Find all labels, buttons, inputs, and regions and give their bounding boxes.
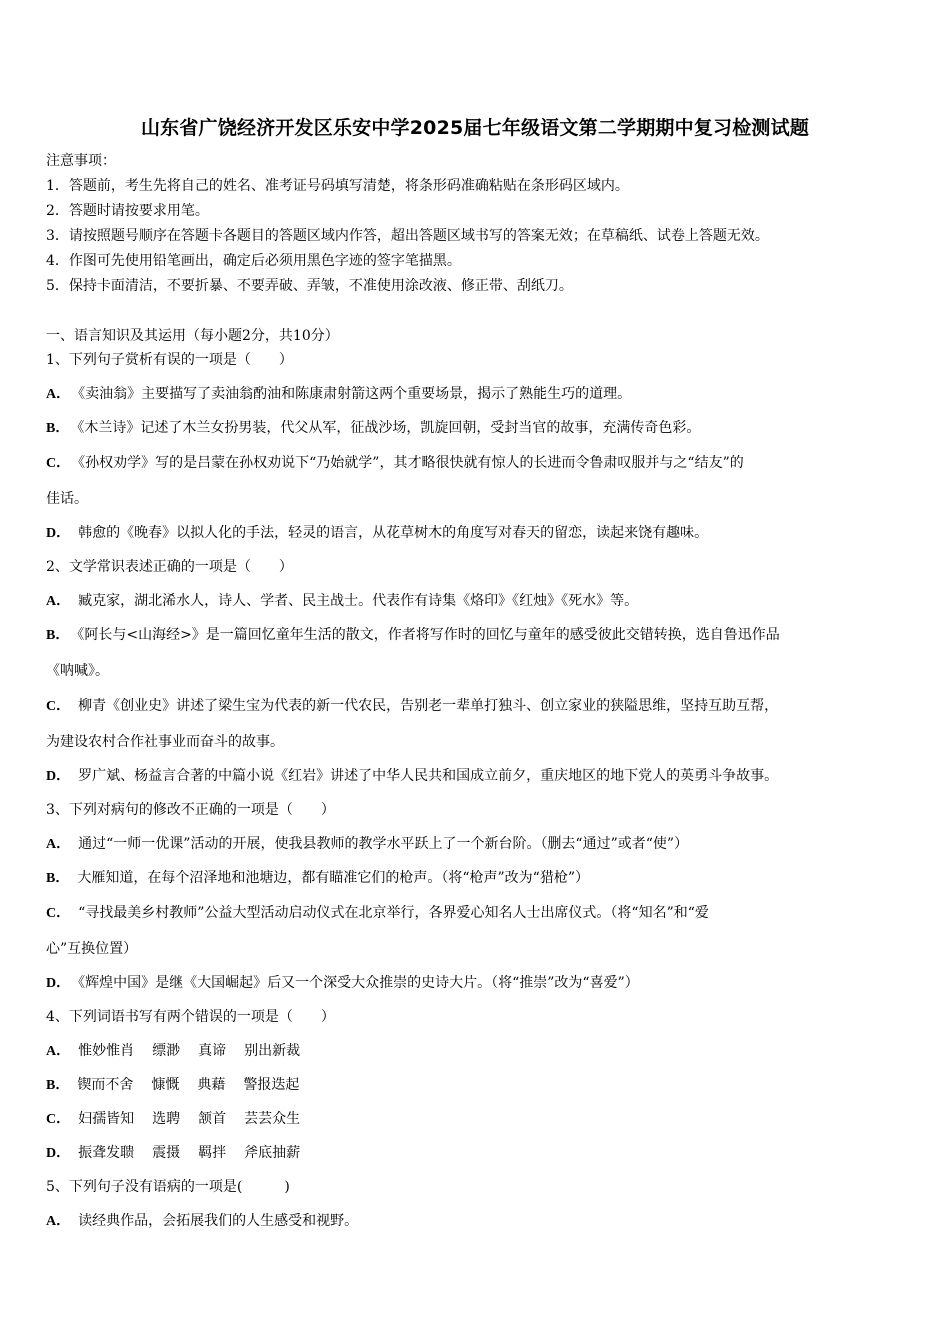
- q2-option-c-cont: 为建设农村合作社事业而奋斗的故事。: [46, 734, 284, 750]
- option-letter: D．: [46, 526, 71, 541]
- q5-option-a: [46, 1212, 358, 1231]
- q3-option-c-cont: 心”互换位置）: [46, 941, 138, 957]
- option-letter: B．: [46, 871, 70, 886]
- notice-item-2: 2．答题时请按要求用笔。: [46, 203, 209, 219]
- q3-option-a-text: 通过“一师一优课”活动的开展，使我县教师的教学水平跃上了一个新台阶。（删去“通过”或者“使”）: [78, 836, 689, 852]
- q1-option-c-cont: 佳话。: [46, 491, 88, 507]
- option-letter: B．: [46, 1078, 70, 1093]
- option-letter: A．: [46, 387, 71, 402]
- q2-option-b-cont: 《呐喊》。: [46, 663, 109, 679]
- q2-option-c-text: 柳青《创业史》讲述了梁生宝为代表的新一代农民，告别老一辈单打独斗、创立家业的狭隘思维，坚持互助互帮，: [78, 698, 779, 714]
- q1-option-d: [46, 524, 708, 543]
- q4-a-word-2: 缥渺: [152, 1043, 181, 1059]
- q4-a-word-3: 真谛: [198, 1043, 227, 1059]
- option-letter: C．: [46, 906, 71, 921]
- q2-option-b-text: 《阿长与<山海经>》是一篇回忆童年生活的散文，作者将写作时的回忆与童年的感受彼此交错转换，选自鲁迅作品: [77, 627, 780, 643]
- q4-stem: 4、下列词语书写有两个错误的一项是（ ）: [46, 1009, 335, 1025]
- q4-c-word-4: 芸芸众生: [244, 1111, 301, 1127]
- notice-item-5: 5．保持卡面清洁，不要折暴、不要弄破、弄皱，不准使用涂改液、修正带、刮纸刀。: [46, 278, 573, 294]
- q4-d-word-3: 羁拌: [198, 1145, 227, 1161]
- q1-option-c-text: 《孙权劝学》写的是吕蒙在孙权劝说下“乃始就学”，其才略很快就有惊人的长进而令鲁肃叹服并与之“结友”的: [78, 455, 744, 471]
- q4-d-word-2: 震摄: [152, 1145, 181, 1161]
- q4-option-d: [46, 1144, 318, 1163]
- notice-item-1: 1．答题前，考生先将自己的姓名、准考证号码填写清楚，将条形码准确粘贴在条形码区域内。: [46, 178, 629, 194]
- q3-option-c: [46, 904, 709, 923]
- q4-d-word-4: 斧底抽薪: [244, 1145, 301, 1161]
- q3-option-c-text: “寻找最美乡村教师”公益大型活动启动仪式在北京举行，各界爱心知名人士出席仪式。（将“知名”和“爱: [78, 905, 709, 921]
- option-letter: B．: [46, 628, 70, 643]
- q3-option-d-text: 《辉煌中国》是继《大国崛起》后又一个深受大众推崇的史诗大片。（将“推崇”改为“喜爱”）: [78, 975, 639, 991]
- q4-d-word-1: 振聋发聩: [78, 1145, 135, 1161]
- q1-option-b: [46, 419, 700, 438]
- q5-stem: 5、下列句子没有语病的一项是( ): [46, 1179, 290, 1195]
- option-letter: C．: [46, 1112, 71, 1127]
- q4-b-word-1: 锲而不舍: [77, 1077, 134, 1093]
- q4-b-word-3: 典藉: [197, 1077, 226, 1093]
- notice-item-3: 3．请按照题号顺序在答题卡各题目的答题区域内作答，超出答题区域书写的答案无效；在草稿纸、试卷上答题无效。: [46, 228, 769, 244]
- q4-c-word-1: 妇孺皆知: [78, 1111, 135, 1127]
- option-letter: D．: [46, 976, 71, 991]
- notice-item-4: 4．作图可先使用铅笔画出，确定后必须用黑色字迹的签字笔描黑。: [46, 253, 461, 269]
- option-letter: A．: [46, 1044, 71, 1059]
- q1-option-c: [46, 454, 744, 473]
- q2-option-a: [46, 592, 638, 611]
- q3-option-a: [46, 835, 688, 854]
- q1-option-d-text: 韩愈的《晚春》以拟人化的手法，轻灵的语言，从花草树木的角度写对春天的留恋，读起来饶有趣味。: [78, 525, 709, 541]
- q4-c-word-2: 选聘: [152, 1111, 181, 1127]
- q4-option-b: [46, 1076, 317, 1095]
- q4-b-word-4: 警报迭起: [243, 1077, 300, 1093]
- option-letter: A．: [46, 837, 71, 852]
- q4-c-word-3: 颔首: [198, 1111, 227, 1127]
- option-letter: D．: [46, 769, 71, 784]
- section-heading: 一、语言知识及其运用（每小题2分，共10分）: [46, 328, 339, 344]
- q3-option-b: [46, 869, 589, 888]
- option-letter: A．: [46, 1214, 71, 1229]
- q1-option-a-text: 《卖油翁》主要描写了卖油翁酌油和陈康肃射箭这两个重要场景，揭示了熟能生巧的道理。: [78, 386, 632, 402]
- q1-stem: 1、下列句子赏析有误的一项是（ ）: [46, 352, 293, 368]
- q5-option-a-text: 读经典作品，会拓展我们的人生感受和视野。: [78, 1213, 359, 1229]
- q3-option-b-text: 大雁知道，在每个沼泽地和池塘边，都有瞄准它们的枪声。（将“枪声”改为“猎枪”）: [77, 870, 589, 886]
- q4-option-a: [46, 1042, 318, 1061]
- q4-a-word-1: 惟妙惟肖: [78, 1043, 135, 1059]
- q2-option-d: [46, 767, 778, 786]
- q2-option-d-text: 罗广斌、杨益言合著的中篇小说《红岩》讲述了中华人民共和国成立前夕，重庆地区的地下党人的英勇斗争故事。: [78, 768, 779, 784]
- q4-a-word-4: 别出新裁: [244, 1043, 301, 1059]
- option-letter: A．: [46, 594, 71, 609]
- q4-option-c: [46, 1110, 318, 1129]
- q2-option-a-text: 臧克家，湖北浠水人，诗人、学者、民主战士。代表作有诗集《烙印》《红烛》《死水》等。: [78, 593, 639, 609]
- q3-option-d: [46, 974, 639, 993]
- q2-option-c: [46, 697, 778, 716]
- option-letter: C．: [46, 456, 71, 471]
- option-letter: D．: [46, 1146, 71, 1161]
- page-title: 山东省广饶经济开发区乐安中学2025届七年级语文第二学期期中复习检测试题: [140, 117, 810, 139]
- q1-option-b-text: 《木兰诗》记述了木兰女扮男装，代父从军，征战沙场，凯旋回朝，受封当官的故事，充满传奇色彩。: [77, 420, 701, 436]
- q1-option-a: [46, 385, 631, 404]
- q3-stem: 3、下列对病句的修改不正确的一项是（ ）: [46, 802, 335, 818]
- q4-b-word-2: 慷慨: [151, 1077, 180, 1093]
- option-letter: C．: [46, 699, 71, 714]
- q2-option-b: [46, 626, 780, 645]
- notice-heading: 注意事项：: [46, 153, 116, 169]
- option-letter: B．: [46, 421, 70, 436]
- q2-stem: 2、文学常识表述正确的一项是（ ）: [46, 559, 293, 575]
